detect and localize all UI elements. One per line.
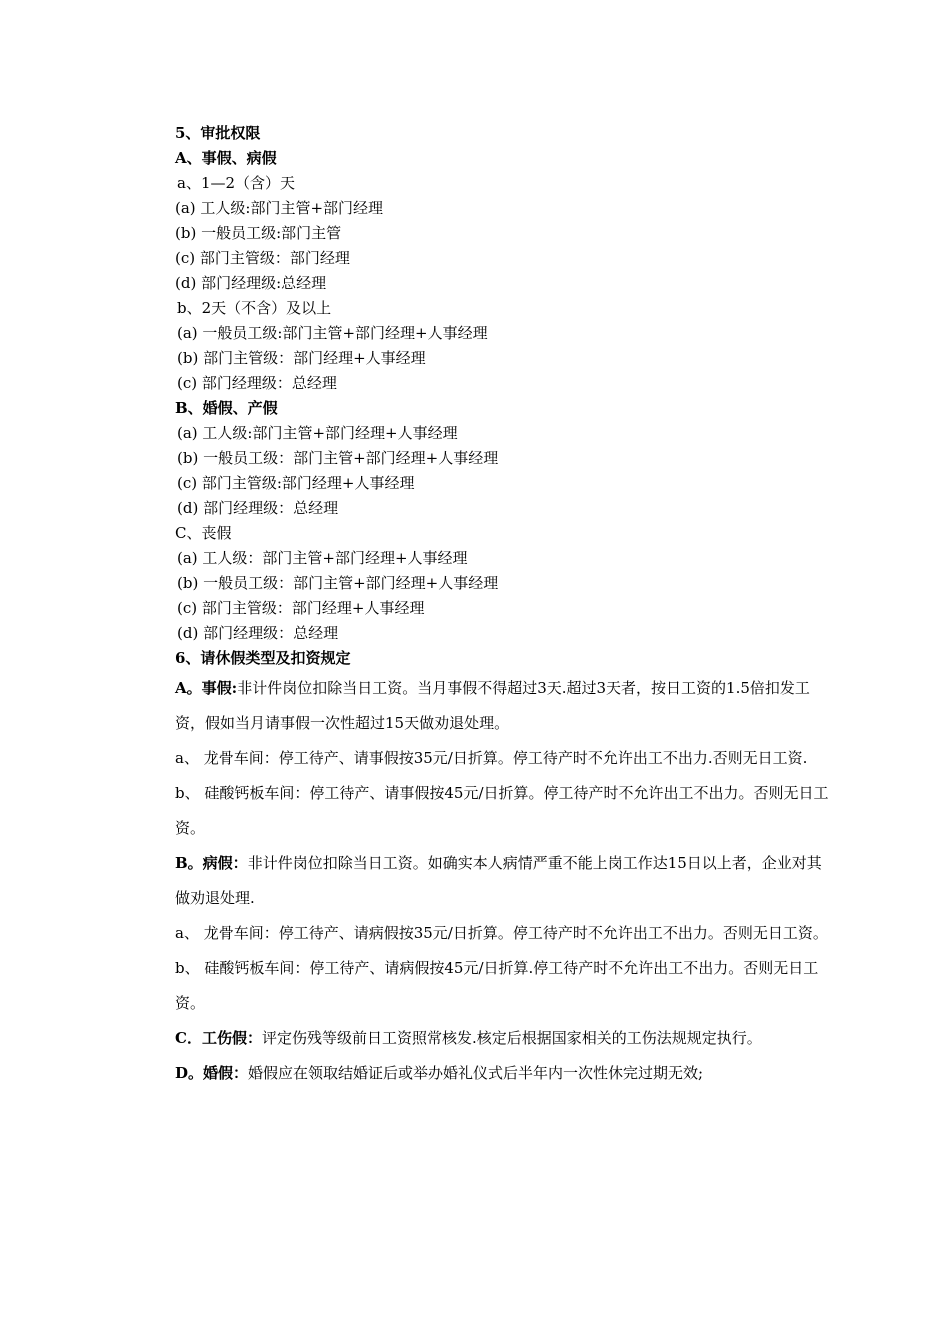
section-5-b-title: B、婚假、产假 (175, 399, 278, 417)
section-6-b-paragraph (175, 846, 835, 916)
section-6-d-text: 婚假应在领取结婚证后或举办婚礼仪式后半年内一次性休完过期无效; (248, 1064, 704, 1082)
section-5-b-item: (c) 部门主管级:部门经理+人事经理 (177, 474, 415, 492)
section-6-d-lead: D。婚假： (175, 1064, 249, 1082)
section-6-b-text: 非计件岗位扣除当日工资。如确实本人病情严重不能上岗工作达15日以上者，企业对其做劝退处理. (175, 854, 822, 907)
section-5-a-a-item: (d) 部门经理级:总经理 (175, 274, 327, 292)
section-5-c-item: (c) 部门主管级：部门经理+人事经理 (177, 599, 425, 617)
section-6-b-b-paragraph: b、 硅酸钙板车间：停工待产、请病假按45元/日折算.停工待产时不允许出工不出力。否则无日工资。 (175, 959, 819, 1012)
section-5-b-item: (d) 部门经理级：总经理 (177, 499, 339, 517)
section-6-c-lead: C．工伤假： (175, 1029, 262, 1047)
section-6-b-lead: B。病假： (175, 854, 248, 872)
section-5-a-b-item: (c) 部门经理级：总经理 (177, 374, 337, 392)
section-6-a-b-paragraph: b、 硅酸钙板车间：停工待产、请事假按45元/日折算。停工待产时不允许出工不出力。否则无日工资。 (175, 784, 829, 837)
section-6-d-paragraph (175, 1056, 835, 1091)
section-5-a-b-title: b、2天（不含）及以上 (177, 299, 332, 317)
document-content (175, 121, 835, 1091)
section-5-a-a-item: (c) 部门主管级：部门经理 (175, 249, 350, 267)
section-6-a-paragraph (175, 671, 835, 741)
section-6-c-text: 评定伤残等级前日工资照常核发.核定后根据国家相关的工伤法规规定执行。 (261, 1029, 762, 1047)
section-6-title: 6、请休假类型及扣资规定 (175, 649, 351, 667)
section-6-c-paragraph (175, 1021, 835, 1056)
section-5-c-item: (d) 部门经理级：总经理 (177, 624, 339, 642)
section-5-a-b-item: (b) 部门主管级：部门经理+人事经理 (177, 349, 426, 367)
section-5-c-item: (a) 工人级：部门主管+部门经理+人事经理 (177, 549, 468, 567)
section-5-b-item: (a) 工人级:部门主管+部门经理+人事经理 (177, 424, 458, 442)
section-5-c-item: (b) 一般员工级：部门主管+部门经理+人事经理 (177, 574, 499, 592)
section-5-title: 5、审批权限 (175, 124, 261, 142)
section-5-a-a-item: (b) 一般员工级:部门主管 (175, 224, 342, 242)
section-6-a-a-paragraph: a、 龙骨车间：停工待产、请事假按35元/日折算。停工待产时不允许出工不出力.否则无日工资. (175, 749, 808, 767)
section-6-a-lead: A。事假: (175, 679, 238, 697)
section-5-a-a-title: a、1—2（含）天 (177, 174, 296, 192)
section-5-b-item: (b) 一般员工级：部门主管+部门经理+人事经理 (177, 449, 499, 467)
section-6-a-text: 非计件岗位扣除当日工资。当月事假不得超过3天.超过3天者，按日工资的1.5倍扣发工资，假如当月请事假一次性超过15天做劝退处理。 (175, 679, 810, 732)
section-5-a-title: A、事假、病假 (175, 149, 277, 167)
section-5-a-b-item: (a) 一般员工级:部门主管+部门经理+人事经理 (177, 324, 488, 342)
section-5-a-a-item: (a) 工人级:部门主管+部门经理 (175, 199, 384, 217)
section-6-b-a-paragraph: a、 龙骨车间：停工待产、请病假按35元/日折算。停工待产时不允许出工不出力。否则无日工资。 (175, 924, 828, 942)
section-5-c-title: C、丧假 (175, 524, 232, 542)
